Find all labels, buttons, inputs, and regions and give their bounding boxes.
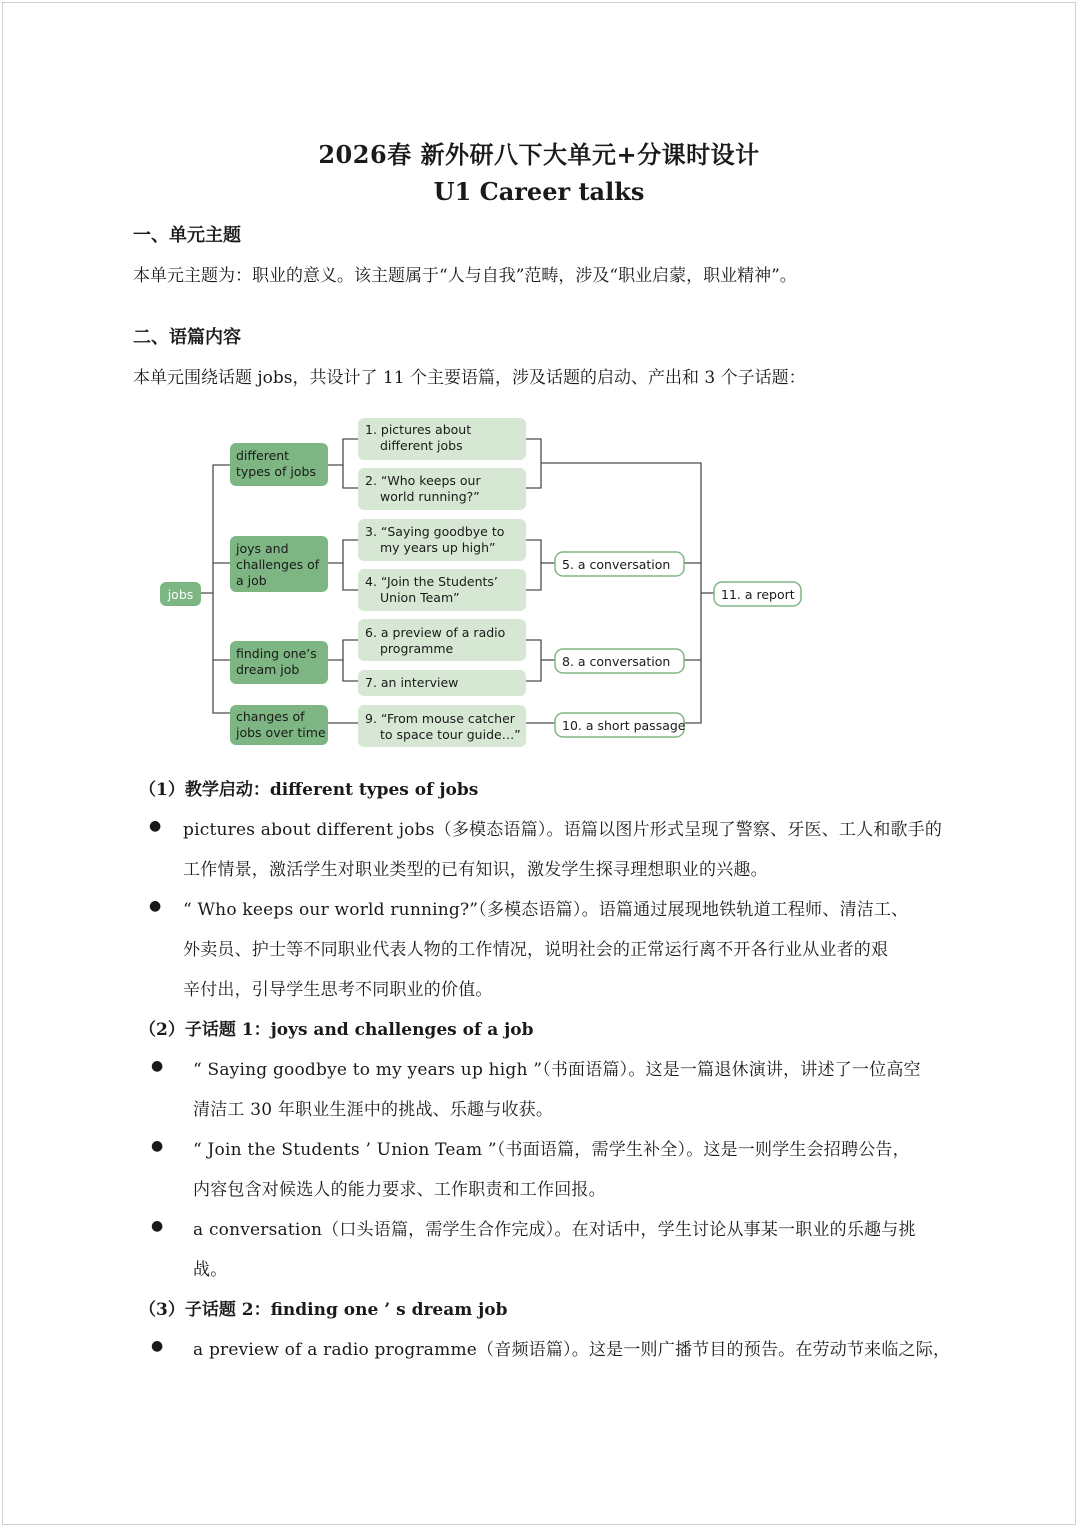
svg-text:9. “From mouse catcherto space <box>365 711 521 742</box>
text-line: world running?” <box>380 489 480 504</box>
bullet-icon: ● <box>151 1058 164 1074</box>
bullet-icon: ● <box>149 898 162 914</box>
output-label: 5. a conversation <box>562 557 671 572</box>
svg-text:2. “Who keeps ourworld running <box>365 473 481 504</box>
text-line: 2. “Who keeps our <box>365 473 481 488</box>
text-node <box>358 418 526 460</box>
topic-line: jobs over time <box>236 725 326 740</box>
output-label: 10. a short passage <box>562 718 686 733</box>
text-node <box>358 670 526 696</box>
bullet-line: “ Saying goodbye to my years up high ”（书面语篇）。这是一篇退休演讲，讲述了一位高空 <box>193 1060 921 1080</box>
svg-text:1. pictures aboutdifferent job <box>365 422 471 453</box>
bullet-icon: ● <box>151 1338 164 1354</box>
part1-heading: （1）教学启动：different types of jobs <box>139 780 479 800</box>
bullet-line: 工作情景，激活学生对职业类型的已有知识，激发学生探寻理想职业的兴趣。 <box>183 860 768 880</box>
output-label: 8. a conversation <box>562 654 671 669</box>
section2-heading: 二、语篇内容 <box>133 327 241 348</box>
output-node <box>555 649 684 673</box>
connector <box>526 439 541 488</box>
connector <box>343 465 358 488</box>
text-line: my years up high” <box>380 540 496 555</box>
bullet-line: “ Who keeps our world running?”（多模态语篇）。语篇通过展现地铁轨道工程师、清洁工、 <box>183 900 909 920</box>
section1-heading: 一、单元主题 <box>133 225 241 246</box>
bullet-line: pictures about different jobs（多模态语篇）。语篇以图片形式呈现了警察、牙医、工人和歌手的 <box>183 820 943 840</box>
output-node <box>555 713 686 737</box>
bullet-line: a conversation（口头语篇，需学生合作完成）。在对话中，学生讨论从事某一职业的乐趣与挑 <box>193 1220 916 1240</box>
topic-line: dream job <box>236 662 300 677</box>
topic-node <box>230 641 328 684</box>
topic-node <box>230 705 328 745</box>
bullet-line: a preview of a radio programme（音频语篇）。这是一则广播节目的预告。在劳动节来临之际， <box>193 1340 951 1360</box>
bullet-line: 外卖员、护士等不同职业代表人物的工作情况，说明社会的正常运行离不开各行业从业者的艰 <box>183 940 889 960</box>
text-line: 3. “Saying goodbye to <box>365 524 505 539</box>
text-line: 1. pictures about <box>365 422 472 437</box>
topic-node <box>230 536 328 592</box>
part2-heading: （2）子话题 1：joys and challenges of a job <box>139 1020 534 1040</box>
text-line: 6. a preview of a radio <box>365 625 506 640</box>
text-line: programme <box>380 641 454 656</box>
root-label: jobs <box>167 587 194 602</box>
text-node <box>358 519 526 561</box>
text-line: 7. an interview <box>365 675 459 690</box>
svg-text:3. “Saying goodbye tomy years <box>365 524 504 555</box>
document-page <box>2 2 1076 1525</box>
bullet-icon: ● <box>151 1218 164 1234</box>
part3-heading: （3）子话题 2：finding one ’ s dream job <box>139 1300 508 1320</box>
bullet-line: 清洁工 30 年职业生涯中的挑战、乐趣与收获。 <box>193 1100 554 1120</box>
connector <box>526 640 541 681</box>
svg-text:7. an interview <box>365 675 458 690</box>
topic-line: types of jobs <box>236 464 316 479</box>
section2-text: 本单元围绕话题 jobs，共设计了 11 个主要语篇，涉及话题的启动、产出和 3 个子话题： <box>133 368 806 388</box>
text-line: 9. “From mouse catcher <box>365 711 515 726</box>
text-node <box>358 705 526 747</box>
connector <box>328 439 358 465</box>
connector <box>328 640 358 660</box>
text-node <box>358 619 526 661</box>
bullet-icon: ● <box>151 1138 164 1154</box>
topic-diagram <box>3 3 1077 783</box>
connector <box>343 660 358 681</box>
bullet-line: 内容包含对候选人的能力要求、工作职责和工作回报。 <box>193 1180 606 1200</box>
bullet-line: 战。 <box>193 1260 228 1280</box>
text-node <box>358 569 526 611</box>
topic-line: a job <box>236 573 267 588</box>
connector <box>343 563 358 590</box>
text-line: Union Team” <box>380 590 460 605</box>
topic-node <box>230 443 328 486</box>
document-subtitle: U1 Career talks <box>433 177 645 206</box>
final-node <box>714 582 801 606</box>
final-label: 11. a report <box>721 587 795 602</box>
connector <box>200 465 230 593</box>
bullet-line: “ Join the Students ’ Union Team ”（书面语篇，需学生补全）。这是一则学生会招聘公告， <box>193 1140 910 1160</box>
bullet-line: 辛付出，引导学生思考不同职业的价值。 <box>183 980 493 1000</box>
topic-line: changes of <box>236 709 305 724</box>
topic-line: challenges of <box>236 557 320 572</box>
output-node <box>555 552 684 576</box>
connector <box>541 463 701 723</box>
topic-line: finding one’s <box>236 646 317 661</box>
connector <box>213 593 230 713</box>
text-line: different jobs <box>380 438 463 453</box>
bullet-icon: ● <box>149 818 162 834</box>
text-line: to space tour guide…” <box>380 727 521 742</box>
text-node <box>358 468 526 510</box>
topic-line: different <box>236 448 290 463</box>
connector <box>328 540 358 563</box>
document-title: 2026春 新外研八下大单元+分课时设计 <box>318 140 760 169</box>
section1-text: 本单元主题为：职业的意义。该主题属于“人与自我”范畴，涉及“职业启蒙，职业精神”。 <box>133 266 797 286</box>
topic-line: joys and <box>236 541 289 556</box>
connector <box>526 540 541 590</box>
text-line: 4. “Join the Students’ <box>365 574 498 589</box>
